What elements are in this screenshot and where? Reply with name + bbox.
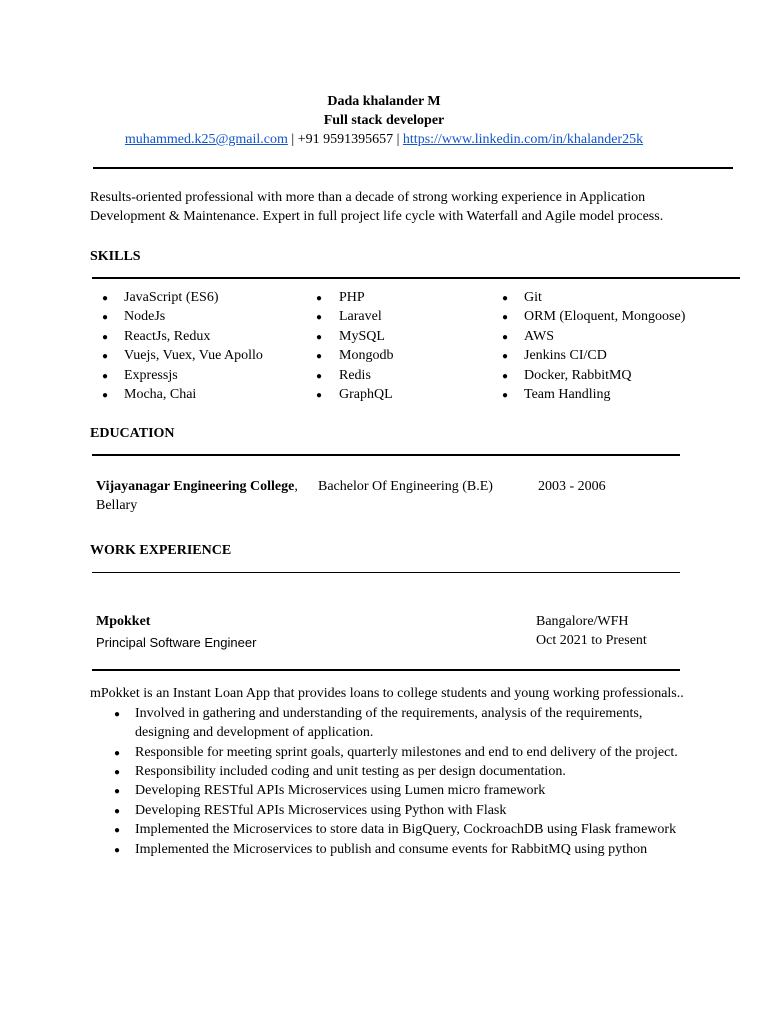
education-heading: EDUCATION: [90, 426, 175, 441]
skill-item: Laravel: [339, 309, 382, 324]
work-heading: WORK EXPERIENCE: [90, 543, 232, 558]
bullet-icon: ●: [102, 332, 109, 343]
bullet-icon: ●: [114, 767, 121, 778]
skills-heading: SKILLS: [90, 249, 141, 264]
bullet-icon: ●: [114, 825, 121, 836]
email-link[interactable]: muhammed.k25@gmail.com: [124, 132, 288, 147]
job-role: Principal Software Engineer: [96, 635, 257, 650]
linkedin-link[interactable]: https://www.linkedin.com/in/khalander25k: [402, 132, 644, 147]
header-divider: [93, 167, 733, 169]
candidate-name: Dada khalander M: [327, 94, 441, 109]
responsibility-item-continued: designing and development of application.: [135, 725, 374, 740]
bullet-icon: ●: [502, 351, 509, 362]
responsibility-item: Responsible for meeting sprint goals, quarterly milestones and end to end delivery of the project.: [135, 745, 678, 760]
job-divider: [92, 669, 680, 671]
contact-line: [0, 132, 768, 148]
candidate-title: Full stack developer: [323, 113, 445, 128]
bullet-icon: ●: [102, 371, 109, 382]
bullet-icon: ●: [102, 312, 109, 323]
skill-item: Git: [524, 290, 542, 305]
skill-item: Mocha, Chai: [124, 387, 197, 402]
education-divider: [92, 454, 680, 456]
bullet-icon: ●: [102, 390, 109, 401]
bullet-icon: ●: [502, 332, 509, 343]
education-years: 2003 - 2006: [538, 479, 606, 494]
responsibility-item: Developing RESTful APIs Microservices using Python with Flask: [135, 803, 507, 818]
summary-line: Results-oriented professional with more than a decade of strong working experience in Application: [90, 190, 646, 205]
company-name: Mpokket: [96, 614, 151, 629]
responsibility-item: Implemented the Microservices to publish and consume events for RabbitMQ using python: [135, 842, 648, 857]
responsibility-item: Implemented the Microservices to store data in BigQuery, CockroachDB using Flask framework: [135, 822, 677, 837]
job-location: Bangalore/WFH: [536, 614, 629, 629]
skill-item: Mongodb: [339, 348, 394, 363]
bullet-icon: ●: [502, 390, 509, 401]
bullet-icon: ●: [316, 293, 323, 304]
skill-item: AWS: [524, 329, 554, 344]
college-comma: ,: [294, 479, 298, 494]
skills-divider: [92, 277, 740, 279]
college-name: Vijayanagar Engineering College: [96, 479, 295, 494]
skill-item: Team Handling: [524, 387, 611, 402]
responsibility-item: Developing RESTful APIs Microservices using Lumen micro framework: [135, 783, 546, 798]
skill-item: Docker, RabbitMQ: [524, 368, 632, 383]
bullet-icon: ●: [316, 312, 323, 323]
job-period: Oct 2021 to Present: [536, 633, 647, 648]
bullet-icon: ●: [114, 709, 121, 720]
skill-item: Vuejs, Vuex, Vue Apollo: [124, 348, 263, 363]
college-line: [96, 479, 298, 495]
skill-item: MySQL: [339, 329, 385, 344]
degree: Bachelor Of Engineering (B.E): [318, 479, 493, 494]
bullet-icon: ●: [114, 748, 121, 759]
summary-line: Development & Maintenance. Expert in full project life cycle with Waterfall and Agile model process.: [90, 209, 664, 224]
work-divider: [92, 572, 680, 573]
bullet-icon: ●: [102, 351, 109, 362]
contact-separator: |: [287, 132, 298, 147]
skill-item: NodeJs: [124, 309, 166, 324]
skill-item: Redis: [339, 368, 371, 383]
skill-item: ReactJs, Redux: [124, 329, 211, 344]
company-description: mPokket is an Instant Loan App that provides loans to college students and young working professionals..: [90, 686, 684, 701]
bullet-icon: ●: [502, 371, 509, 382]
bullet-icon: ●: [316, 371, 323, 382]
skill-item: Jenkins CI/CD: [524, 348, 607, 363]
bullet-icon: ●: [102, 293, 109, 304]
skill-item: ORM (Eloquent, Mongoose): [524, 309, 686, 324]
phone-number: +91 9591395657: [297, 132, 394, 147]
college-city: Bellary: [96, 498, 138, 513]
skill-item: GraphQL: [339, 387, 393, 402]
bullet-icon: ●: [114, 845, 121, 856]
responsibility-item: Responsibility included coding and unit testing as per design documentation.: [135, 764, 566, 779]
bullet-icon: ●: [502, 293, 509, 304]
bullet-icon: ●: [114, 806, 121, 817]
responsibility-item: Involved in gathering and understanding of the requirements, analysis of the requirements,: [135, 706, 643, 721]
bullet-icon: ●: [114, 786, 121, 797]
bullet-icon: ●: [502, 312, 509, 323]
skill-item: JavaScript (ES6): [124, 290, 219, 305]
skill-item: Expressjs: [124, 368, 178, 383]
bullet-icon: ●: [316, 332, 323, 343]
skill-item: PHP: [339, 290, 365, 305]
bullet-icon: ●: [316, 351, 323, 362]
bullet-icon: ●: [316, 390, 323, 401]
contact-separator: |: [393, 132, 403, 147]
